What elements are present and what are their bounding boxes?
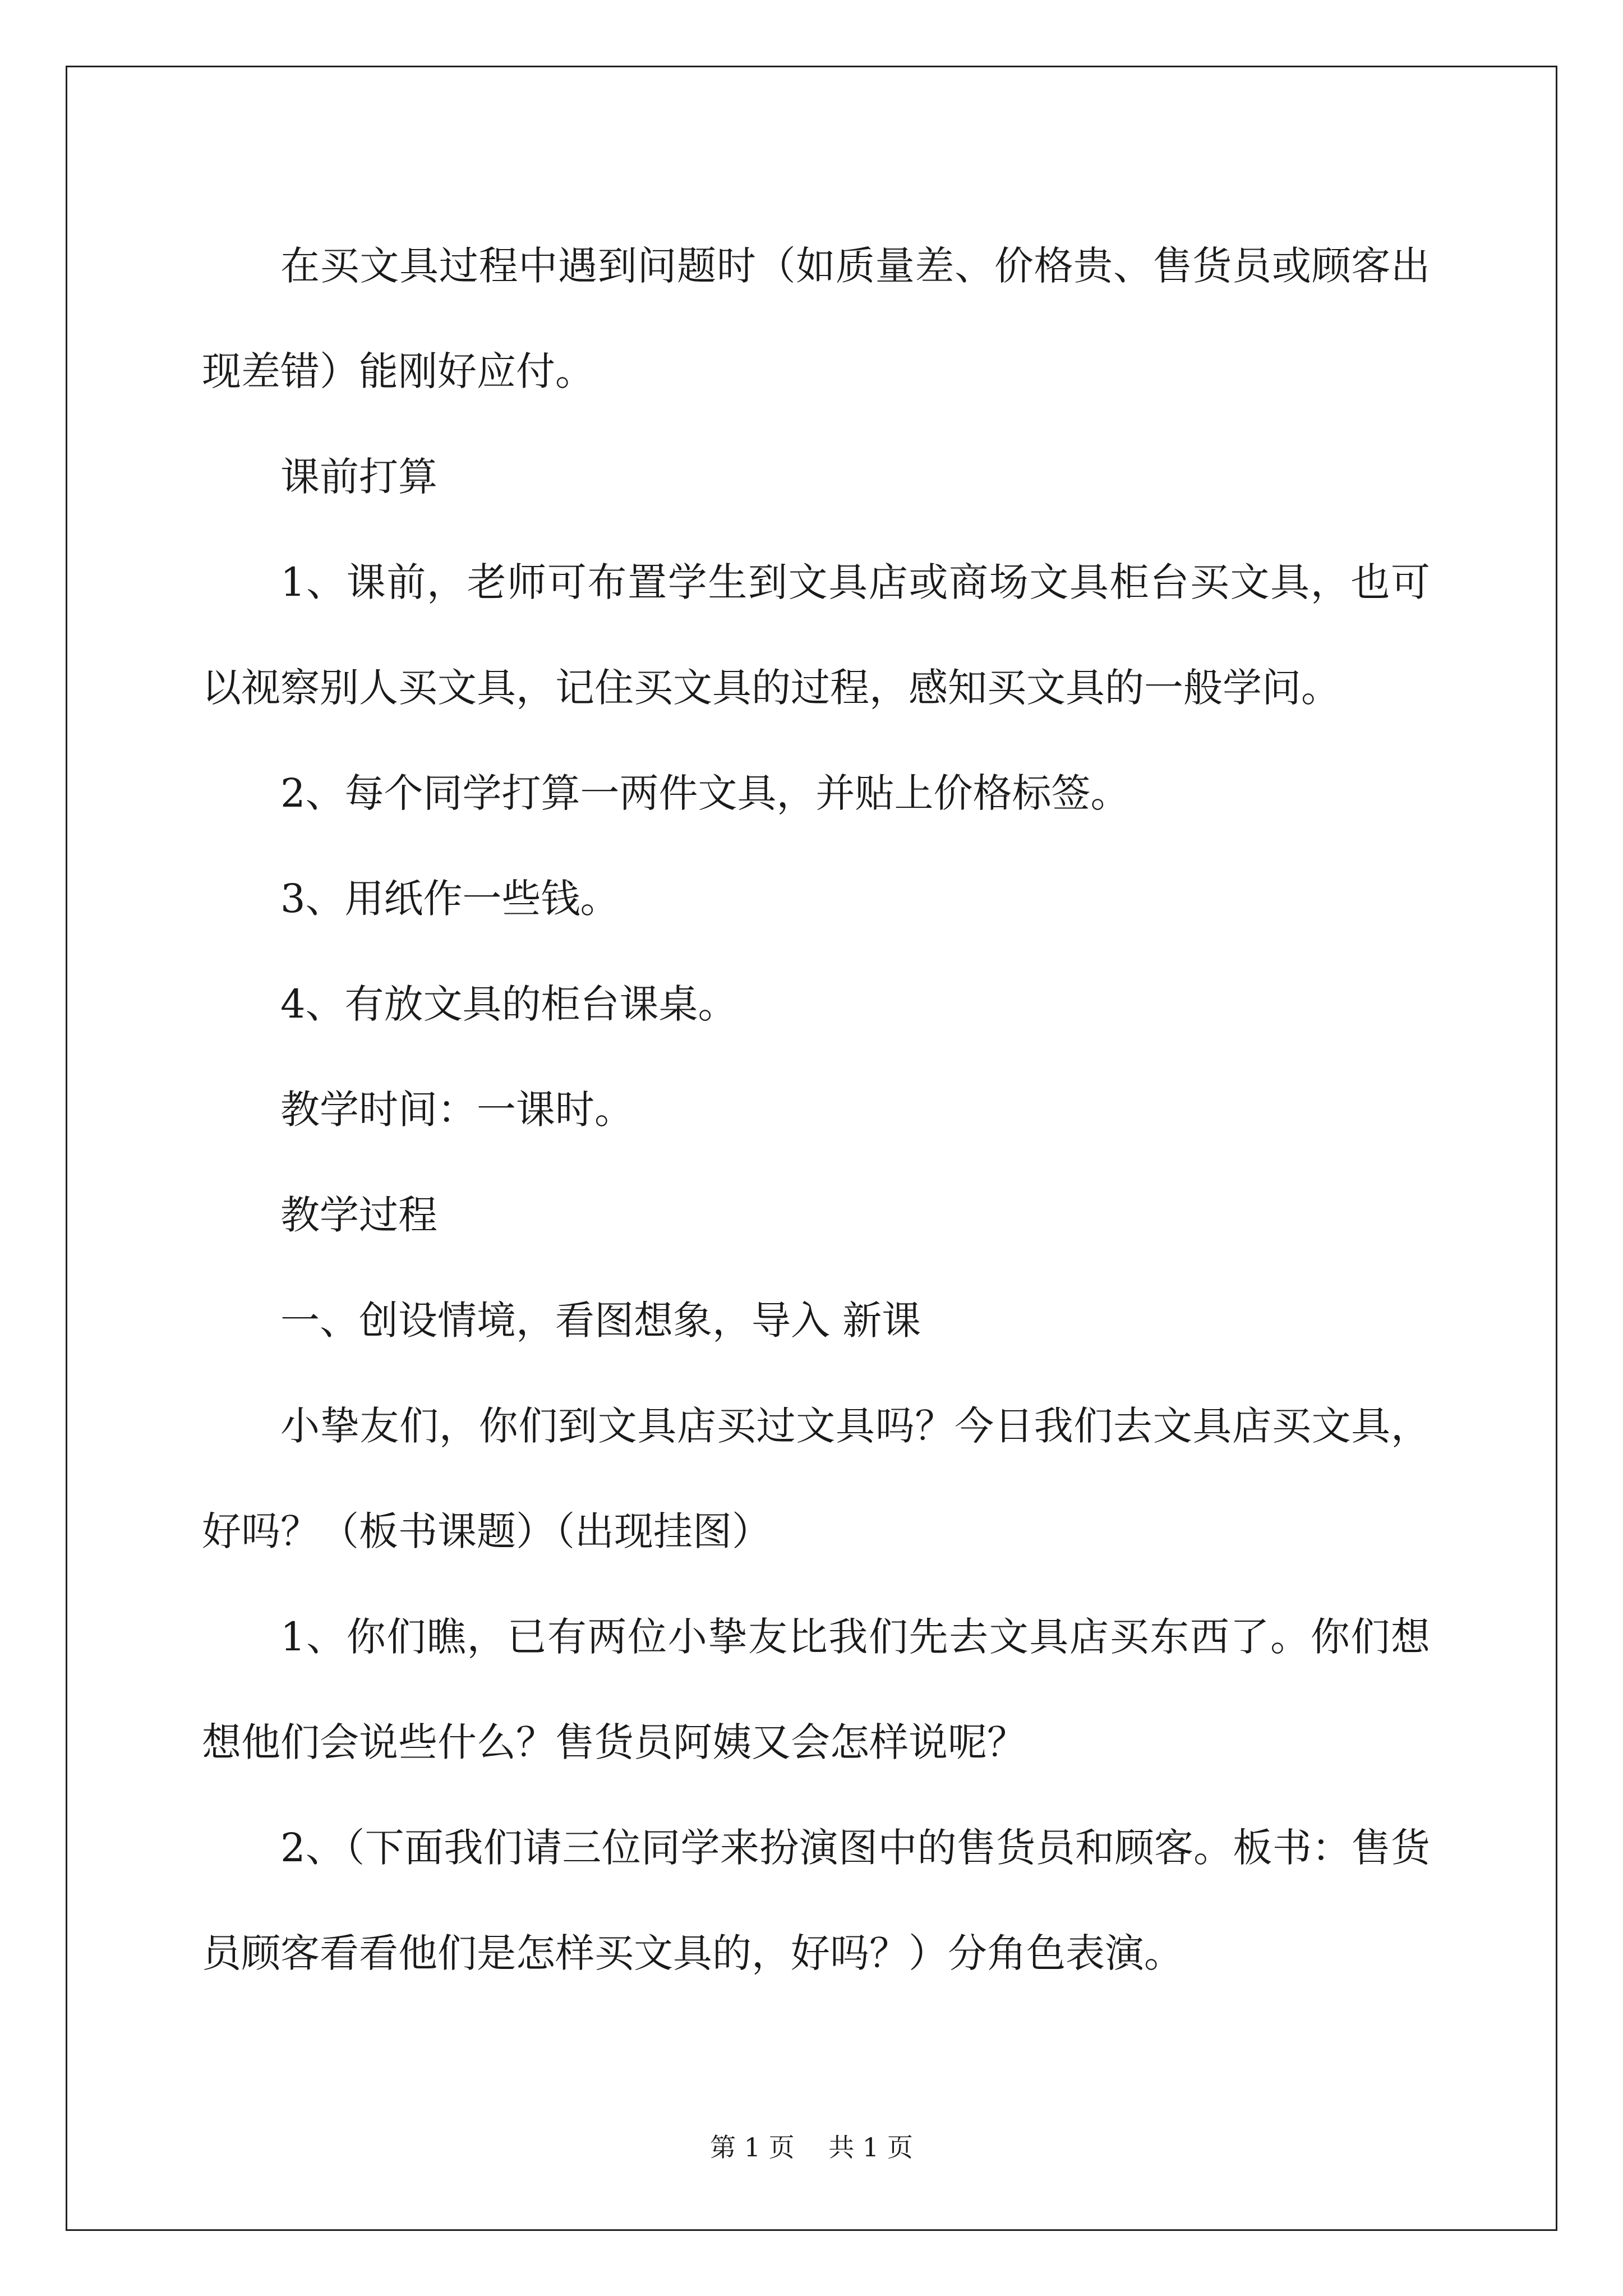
heading-teaching-process: 教学过程 (280, 1192, 437, 1238)
list-item-4: 4、有放文具的柜台课桌。 (280, 981, 737, 1027)
step-1: 1、你们瞧，已有两位小挚友比我们先去文具店买东西了。你们想想他们会说些什么？售货员阿姨又会怎样说呢？ (202, 1614, 1430, 1765)
list-item-1: 1、课前，老师可布置学生到文具店或商场文具柜台买文具，也可以视察别人买文具，记住买文具的过程，感知买文具的一般学问。 (202, 559, 1430, 711)
teaching-time: 教学时间：一课时。 (280, 1087, 634, 1133)
document-body (202, 213, 1430, 2006)
list-item-2: 2、每个同学打算一两件文具，并贴上价格标签。 (280, 770, 1130, 816)
section-heading-1: 一、创设情境，看图想象，导入 新课 (280, 1297, 921, 1343)
list-item-3: 3、用纸作一些钱。 (280, 876, 620, 922)
paragraph-intro: 在买文具过程中遇到问题时（如质量差、价格贵、售货员或顾客出现差错）能刚好应付。 (202, 243, 1430, 394)
page-footer: 第 1 页 共 1 页 (710, 2132, 913, 2162)
step-2: 2、（下面我们请三位同学来扮演图中的售货员和顾客。板书：售货员顾客看看他们是怎样买文具的，好吗？）分角色表演。 (202, 1825, 1430, 1976)
paragraph-question: 小挚友们，你们到文具店买过文具吗？今日我们去文具店买文具，好吗？（板书课题）（出现挂图） (202, 1403, 1430, 1554)
heading-preparation: 课前打算 (280, 454, 437, 500)
